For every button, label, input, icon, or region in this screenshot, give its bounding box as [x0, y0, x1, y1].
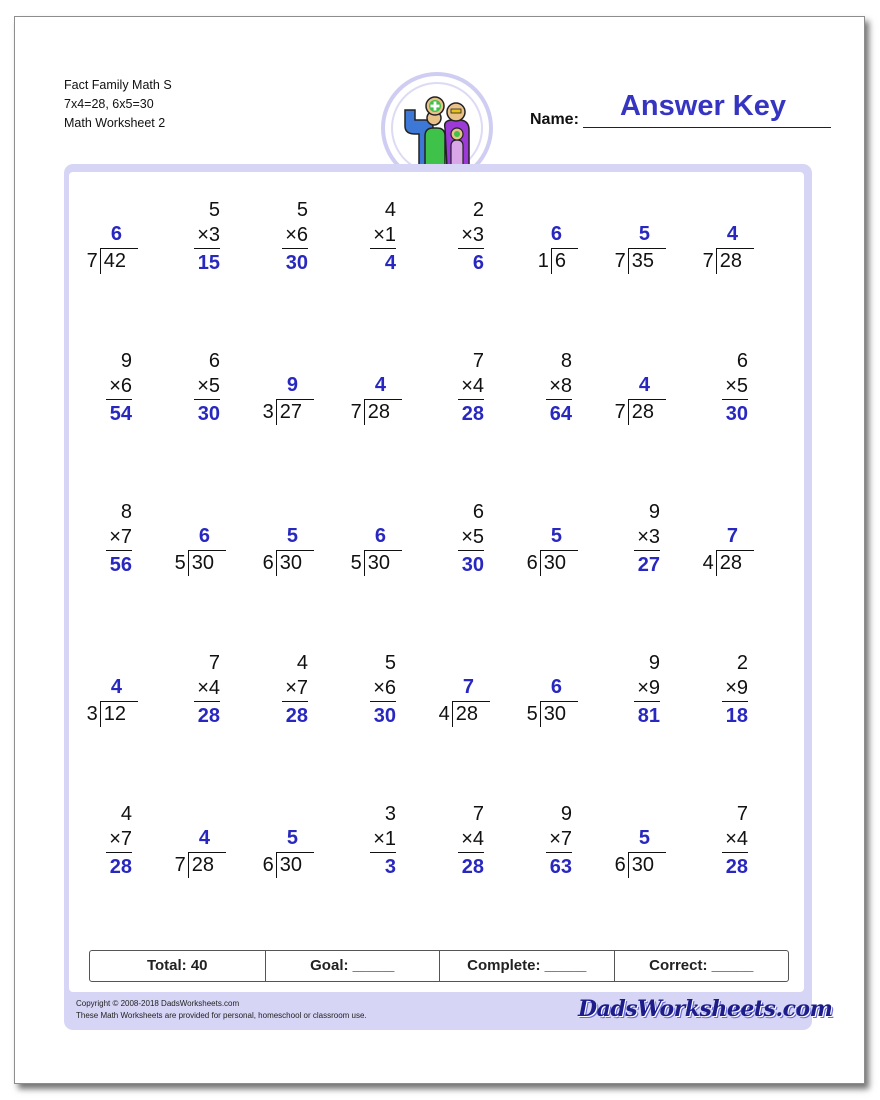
multiplicand: 7: [472, 803, 484, 825]
product-answer: 54: [109, 403, 132, 425]
multiplier: ×4: [461, 375, 484, 397]
multiplier: ×3: [197, 224, 220, 246]
product-answer: 6: [472, 252, 484, 274]
divisor: 5: [526, 703, 538, 725]
copyright-line: Copyright © 2008-2018 DadsWorksheets.com: [76, 999, 240, 1008]
division-bracket: [703, 550, 754, 576]
multiplicand: 4: [296, 652, 308, 674]
problem-cell: [598, 337, 686, 488]
dividend: 6: [551, 248, 578, 274]
multiplier: ×4: [461, 828, 484, 850]
quotient-answer: 5: [638, 223, 650, 245]
divisor: 7: [614, 250, 626, 272]
multiplier: ×6: [109, 375, 132, 397]
division-bracket: [175, 550, 226, 576]
multiplication-problem: [461, 198, 484, 276]
problem-cell: [246, 337, 334, 488]
answer-rule: [106, 852, 132, 853]
problem-cell: [70, 337, 158, 488]
divisor: 3: [86, 703, 98, 725]
product-answer: 18: [725, 705, 748, 727]
quotient-answer: 9: [286, 374, 298, 396]
quotient-answer: 6: [550, 676, 562, 698]
answer-rule: [106, 550, 132, 551]
multiplication-problem: [197, 198, 220, 276]
multiplication-problem: [549, 802, 572, 880]
product-answer: 28: [285, 705, 308, 727]
divisor: 6: [614, 854, 626, 876]
multiplication-problem: [725, 802, 748, 880]
multiplication-problem: [373, 651, 396, 729]
multiplicand: 7: [208, 652, 220, 674]
worksheet-subtitle: 7x4=28, 6x5=30: [64, 97, 154, 111]
quotient-answer: 6: [374, 525, 386, 547]
copyright-notice: [76, 998, 367, 1022]
product-answer: 28: [109, 856, 132, 878]
product-answer: 64: [549, 403, 572, 425]
worksheet-number: Math Worksheet 2: [64, 116, 166, 130]
multiplier: ×9: [725, 677, 748, 699]
multiplier: ×1: [373, 224, 396, 246]
multiplicand: 2: [472, 199, 484, 221]
problem-cell: [686, 790, 774, 941]
answer-rule: [458, 852, 484, 853]
answer-rule: [194, 248, 220, 249]
quotient-answer: 5: [286, 525, 298, 547]
multiplier: ×1: [373, 828, 396, 850]
name-label: Name:: [530, 111, 579, 128]
divisor: 3: [262, 401, 274, 423]
multiplicand: 5: [384, 652, 396, 674]
multiplicand: 9: [120, 350, 132, 372]
multiplication-problem: [109, 802, 132, 880]
answer-rule: [194, 701, 220, 702]
problem-cell: [598, 639, 686, 790]
answer-rule: [370, 248, 396, 249]
quotient-answer: 7: [462, 676, 474, 698]
quotient-answer: 4: [110, 676, 122, 698]
problem-cell: [686, 639, 774, 790]
multiplication-problem: [637, 651, 660, 729]
answer-rule: [370, 701, 396, 702]
problem-cell: [598, 488, 686, 639]
multiplication-problem: [197, 349, 220, 427]
division-bracket: [439, 701, 490, 727]
problem-cell: [70, 639, 158, 790]
multiplication-problem: [109, 349, 132, 427]
product-answer: 15: [197, 252, 220, 274]
quotient-answer: 6: [550, 223, 562, 245]
problem-cell: [246, 488, 334, 639]
dividend: 30: [276, 550, 314, 576]
division-bracket: [351, 550, 402, 576]
multiplication-problem: [461, 802, 484, 880]
problem-cell: [158, 337, 246, 488]
multiplication-problem: [637, 500, 660, 578]
answer-rule: [282, 248, 308, 249]
problem-cell: [334, 790, 422, 941]
division-bracket: [527, 701, 578, 727]
problem-cell: [510, 488, 598, 639]
multiplication-problem: [461, 349, 484, 427]
answer-rule: [546, 852, 572, 853]
goal-field: Goal: _____: [265, 951, 440, 981]
problem-cell: [510, 186, 598, 337]
problem-cell: [158, 488, 246, 639]
score-table: [89, 950, 789, 982]
division-bracket: [538, 248, 578, 274]
division-bracket: [527, 550, 578, 576]
answer-rule: [634, 701, 660, 702]
problem-cell: [422, 186, 510, 337]
multiplicand: 6: [736, 350, 748, 372]
problem-cell: [158, 186, 246, 337]
problem-cell: [422, 639, 510, 790]
problem-cell: [70, 488, 158, 639]
dadsworksheets-logo: DadsWorksheets.com: [578, 996, 833, 1022]
dividend: 28: [628, 399, 666, 425]
multiplier: ×6: [373, 677, 396, 699]
division-bracket: [615, 852, 666, 878]
divisor: 7: [702, 250, 714, 272]
product-answer: 3: [384, 856, 396, 878]
problem-cell: [422, 790, 510, 941]
multiplicand: 7: [736, 803, 748, 825]
divisor: 6: [262, 552, 274, 574]
multiplication-problem: [725, 651, 748, 729]
divisor: 7: [174, 854, 186, 876]
multiplication-problem: [549, 349, 572, 427]
divisor: 5: [350, 552, 362, 574]
multiplier: ×8: [549, 375, 572, 397]
quotient-answer: 4: [726, 223, 738, 245]
division-bracket: [351, 399, 402, 425]
division-bracket: [615, 248, 666, 274]
problem-cell: [334, 488, 422, 639]
multiplication-problem: [373, 198, 396, 276]
divisor: 7: [350, 401, 362, 423]
multiplicand: 6: [208, 350, 220, 372]
answer-rule: [458, 248, 484, 249]
multiplicand: 7: [472, 350, 484, 372]
multiplier: ×3: [461, 224, 484, 246]
quotient-answer: 7: [726, 525, 738, 547]
correct-field: Correct: _____: [614, 951, 789, 981]
multiplicand: 4: [120, 803, 132, 825]
divisor: 7: [86, 250, 98, 272]
multiplication-problem: [197, 651, 220, 729]
dividend: 30: [540, 701, 578, 727]
problem-cell: [510, 790, 598, 941]
problem-cell: [510, 337, 598, 488]
product-answer: 28: [197, 705, 220, 727]
multiplier: ×7: [549, 828, 572, 850]
multiplication-problem: [373, 802, 396, 880]
product-answer: 4: [384, 252, 396, 274]
problem-cell: [158, 639, 246, 790]
dividend: 28: [364, 399, 402, 425]
divisor: 6: [262, 854, 274, 876]
quotient-answer: 6: [110, 223, 122, 245]
answer-rule: [194, 399, 220, 400]
worksheet-title: Fact Family Math S: [64, 78, 172, 92]
problem-cell: [686, 186, 774, 337]
multiplier: ×3: [637, 526, 660, 548]
multiplicand: 8: [120, 501, 132, 523]
dividend: 30: [540, 550, 578, 576]
divisor: 6: [526, 552, 538, 574]
dividend: 28: [188, 852, 226, 878]
product-answer: 28: [725, 856, 748, 878]
problem-cell: [246, 790, 334, 941]
product-answer: 81: [637, 705, 660, 727]
divisor: 4: [702, 552, 714, 574]
answer-rule: [546, 399, 572, 400]
multiplication-problem: [285, 651, 308, 729]
product-answer: 30: [197, 403, 220, 425]
problem-cell: [70, 186, 158, 337]
problem-cell: [598, 790, 686, 941]
division-bracket: [263, 852, 314, 878]
problem-cell: [246, 186, 334, 337]
dividend: 28: [716, 550, 754, 576]
multiplication-problem: [461, 500, 484, 578]
problem-cell: [422, 488, 510, 639]
quotient-answer: 5: [638, 827, 650, 849]
problem-cell: [158, 790, 246, 941]
multiplicand: 6: [472, 501, 484, 523]
division-bracket: [263, 550, 314, 576]
multiplicand: 9: [648, 501, 660, 523]
quotient-answer: 4: [374, 374, 386, 396]
product-answer: 27: [637, 554, 660, 576]
multiplier: ×7: [285, 677, 308, 699]
answer-rule: [722, 852, 748, 853]
divisor: 4: [438, 703, 450, 725]
product-answer: 30: [725, 403, 748, 425]
dividend: 35: [628, 248, 666, 274]
multiplier: ×9: [637, 677, 660, 699]
multiplier: ×5: [725, 375, 748, 397]
multiplicand: 9: [648, 652, 660, 674]
problem-cell: [686, 488, 774, 639]
multiplicand: 4: [384, 199, 396, 221]
answer-key-title: Answer Key: [619, 90, 786, 122]
answer-rule: [722, 399, 748, 400]
quotient-answer: 6: [198, 525, 210, 547]
total-count: Total: 40: [146, 957, 208, 974]
answer-rule: [370, 852, 396, 853]
multiplier: ×4: [725, 828, 748, 850]
multiplier: ×5: [197, 375, 220, 397]
division-bracket: [87, 701, 138, 727]
product-answer: 30: [285, 252, 308, 274]
division-bracket: [615, 399, 666, 425]
multiplicand: 3: [384, 803, 396, 825]
multiplier: ×5: [461, 526, 484, 548]
division-bracket: [703, 248, 754, 274]
multiplication-problem: [285, 198, 308, 276]
problem-cell: [686, 337, 774, 488]
multiplier: ×6: [285, 224, 308, 246]
product-answer: 28: [461, 856, 484, 878]
division-bracket: [263, 399, 314, 425]
problem-cell: [334, 337, 422, 488]
dividend: 30: [628, 852, 666, 878]
answer-rule: [458, 399, 484, 400]
dividend: 30: [276, 852, 314, 878]
usage-line: These Math Worksheets are provided for personal, homeschool or classroom use.: [76, 1011, 367, 1020]
quotient-answer: 4: [198, 827, 210, 849]
problem-cell: [510, 639, 598, 790]
multiplier: ×7: [109, 828, 132, 850]
divisor: 7: [614, 401, 626, 423]
quotient-answer: 5: [550, 525, 562, 547]
complete-field: Complete: _____: [439, 951, 614, 981]
worksheet-title-block: [64, 76, 172, 133]
dividend: 28: [716, 248, 754, 274]
product-answer: 30: [373, 705, 396, 727]
dividend: 42: [100, 248, 138, 274]
multiplicand: 5: [208, 199, 220, 221]
divisor: 1: [537, 250, 549, 272]
quotient-answer: 4: [638, 374, 650, 396]
multiplicand: 2: [736, 652, 748, 674]
answer-rule: [634, 550, 660, 551]
answer-rule: [282, 701, 308, 702]
problem-cell: [70, 790, 158, 941]
product-answer: 30: [461, 554, 484, 576]
multiplicand: 5: [296, 199, 308, 221]
answer-rule: [722, 701, 748, 702]
multiplier: ×7: [109, 526, 132, 548]
division-bracket: [175, 852, 226, 878]
problem-cell: [334, 186, 422, 337]
problem-cell: [422, 337, 510, 488]
product-answer: 56: [109, 554, 132, 576]
problem-grid: [70, 186, 780, 946]
multiplication-problem: [109, 500, 132, 578]
dividend: 30: [188, 550, 226, 576]
dividend: 12: [100, 701, 138, 727]
answer-rule: [106, 399, 132, 400]
name-line: [583, 127, 831, 128]
division-bracket: [87, 248, 138, 274]
divisor: 5: [174, 552, 186, 574]
multiplicand: 8: [560, 350, 572, 372]
dividend: 30: [364, 550, 402, 576]
multiplier: ×4: [197, 677, 220, 699]
product-answer: 63: [549, 856, 572, 878]
dividend: 28: [452, 701, 490, 727]
dividend: 27: [276, 399, 314, 425]
multiplicand: 9: [560, 803, 572, 825]
problem-cell: [334, 639, 422, 790]
multiplication-problem: [725, 349, 748, 427]
answer-rule: [458, 550, 484, 551]
product-answer: 28: [461, 403, 484, 425]
problem-cell: [246, 639, 334, 790]
quotient-answer: 5: [286, 827, 298, 849]
problem-cell: [598, 186, 686, 337]
